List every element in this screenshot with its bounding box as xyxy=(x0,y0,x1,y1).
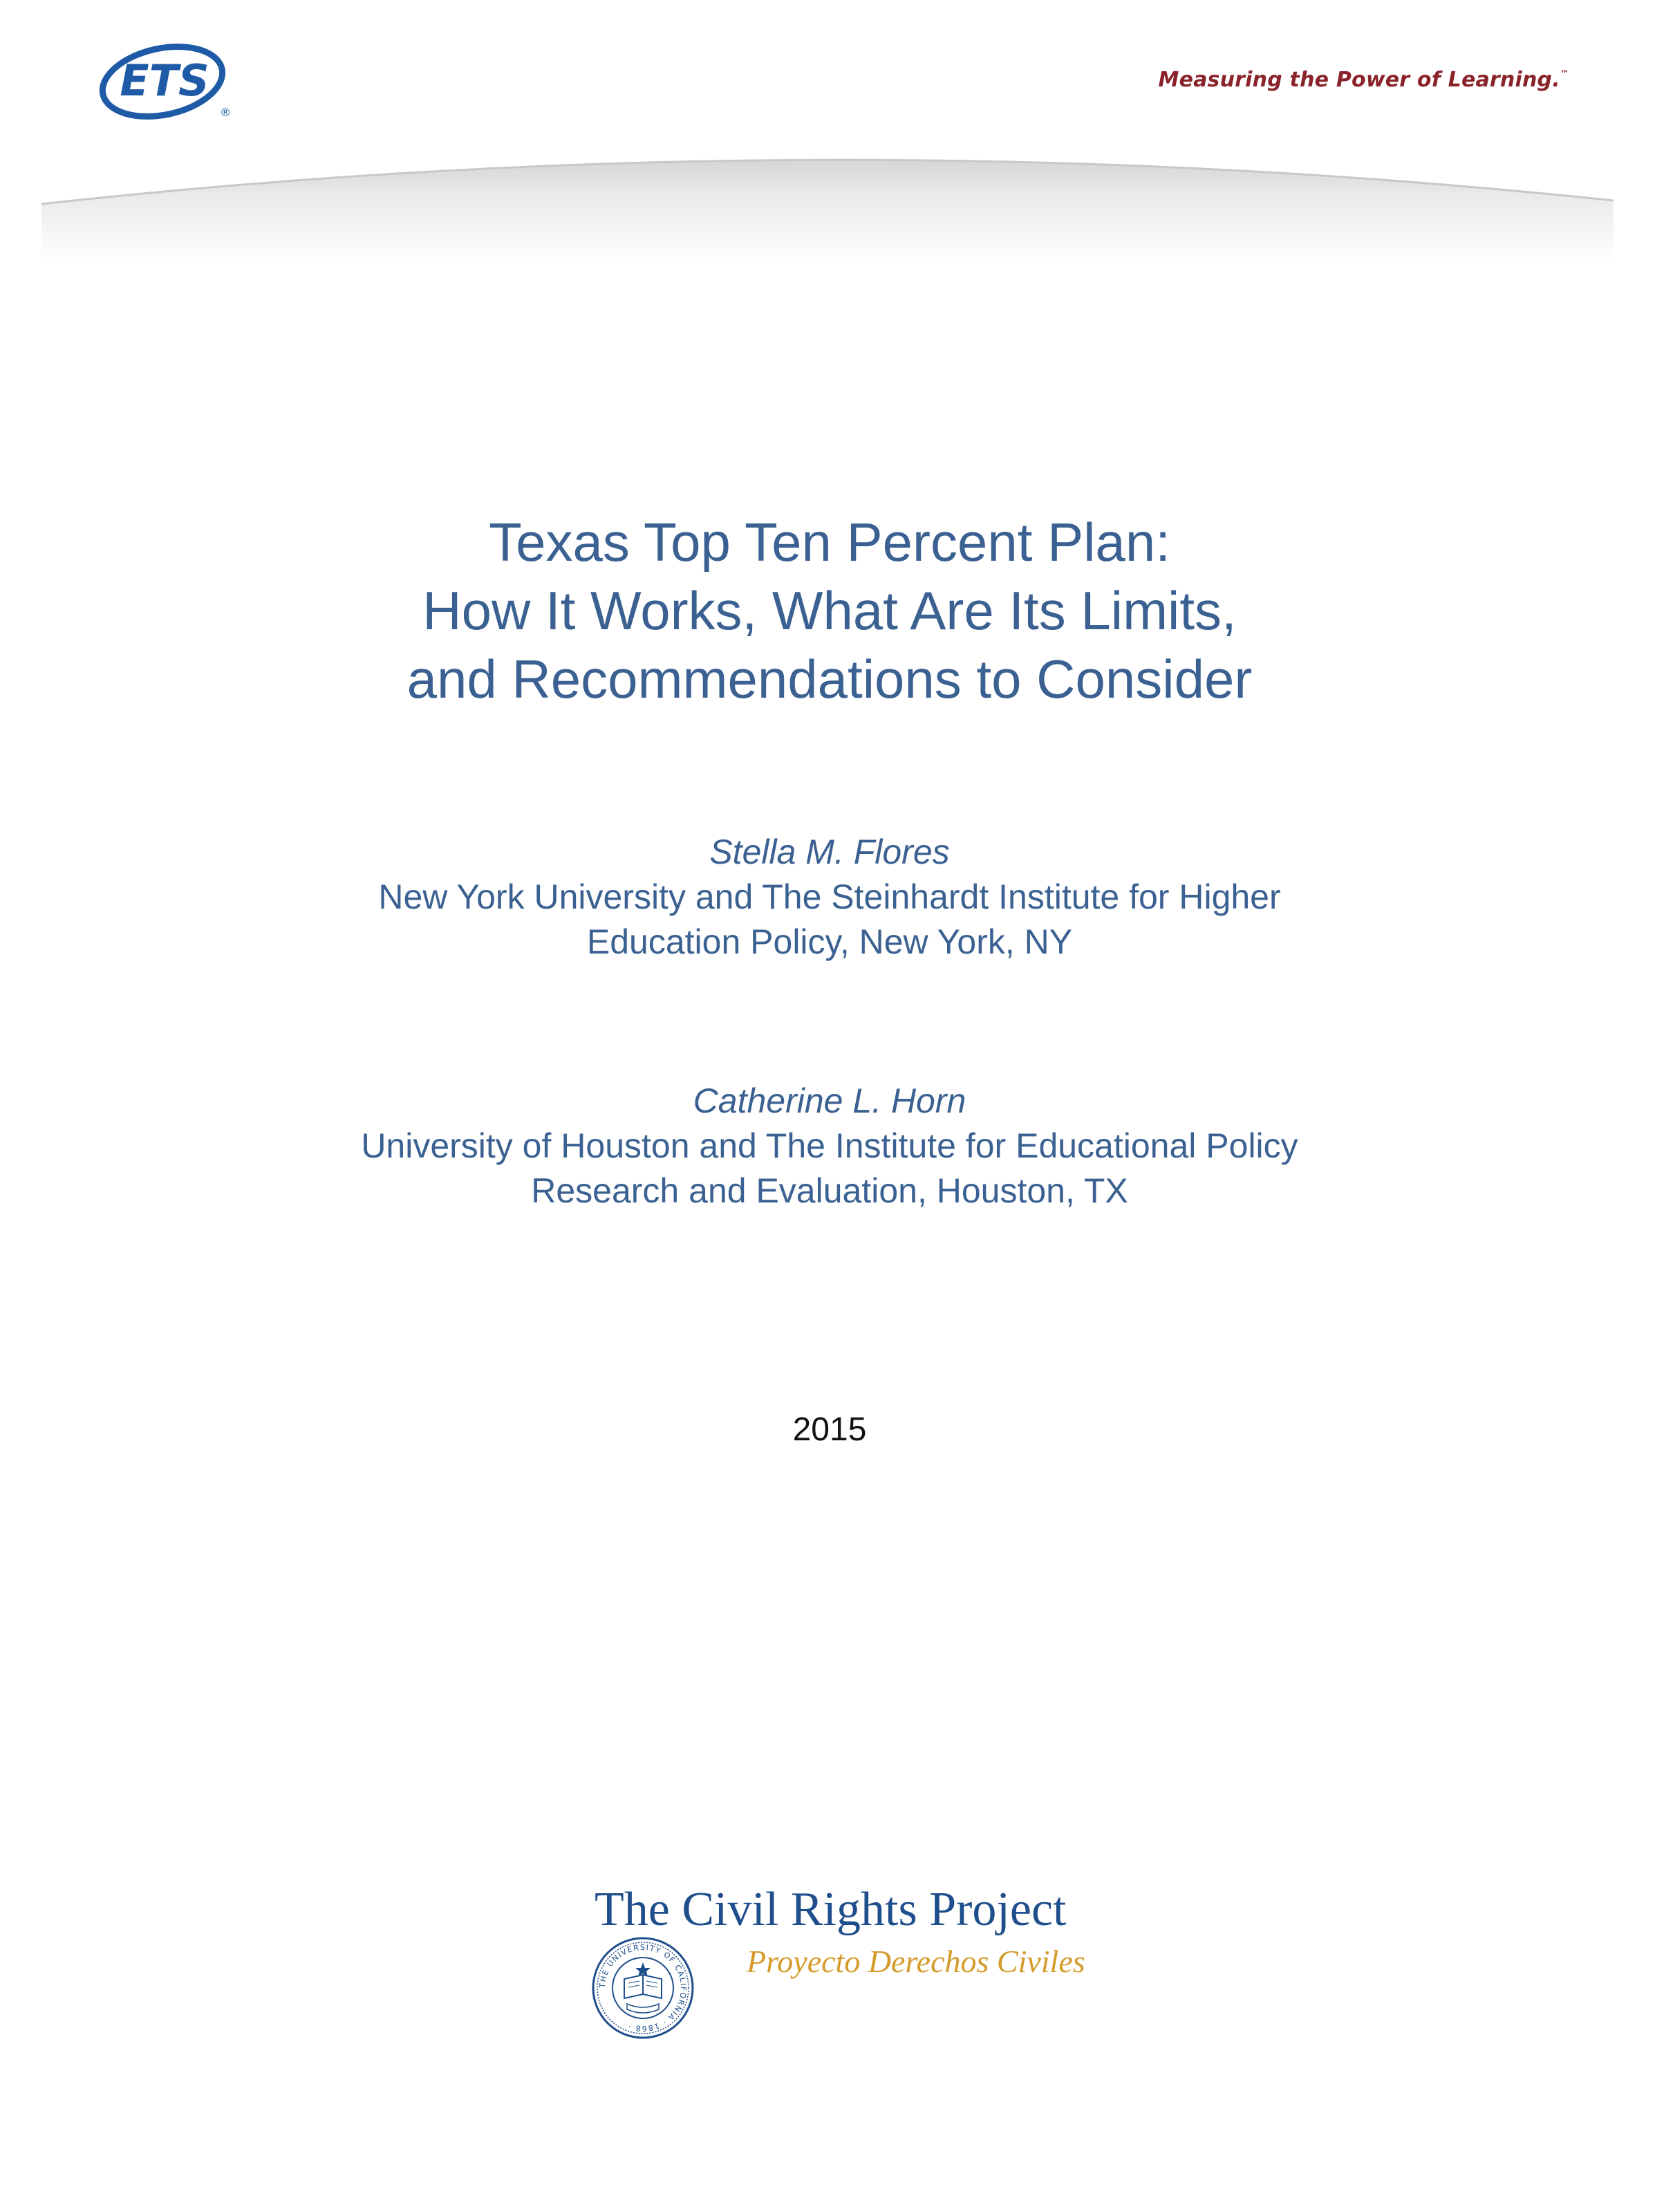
registered-mark: ® xyxy=(220,106,231,119)
author-block-1 xyxy=(207,830,1452,965)
author-block-2 xyxy=(207,1079,1452,1214)
civil-rights-project-name: The Civil Rights Project xyxy=(595,1883,1067,1936)
trademark-mark: ™ xyxy=(1560,69,1569,80)
author-affiliation-line-2: Research and Evaluation, Houston, TX xyxy=(531,1171,1128,1210)
title-line-1: Texas Top Ten Percent Plan: xyxy=(489,512,1170,573)
document-title xyxy=(207,508,1452,714)
author-affiliation-line-1: University of Houston and The Institute for Educational Policy xyxy=(361,1126,1298,1165)
university-seal-icon xyxy=(591,1936,695,2040)
author-name: Stella M. Flores xyxy=(709,833,950,871)
title-line-3: and Recommendations to Consider xyxy=(406,649,1253,709)
title-line-2: How It Works, What Are Its Limits, xyxy=(422,580,1237,641)
civil-rights-project-spanish-name: Proyecto Derechos Civiles xyxy=(747,1944,1085,1979)
ets-logo xyxy=(97,36,235,126)
author-name: Catherine L. Horn xyxy=(693,1081,966,1120)
author-affiliation-line-1: New York University and The Steinhardt Institute for Higher xyxy=(378,877,1281,916)
publication-year: 2015 xyxy=(792,1411,867,1448)
tagline-text: Measuring the Power of Learning. xyxy=(1158,68,1560,92)
svg-text:THE UNIVERSITY OF CALIFORNIA ·: THE UNIVERSITY OF CALIFORNIA · 1868 · xyxy=(597,1942,689,2034)
author-affiliation-line-2: Education Policy, New York, NY xyxy=(586,922,1073,961)
ets-logo-text: ETS xyxy=(120,55,209,106)
ets-tagline xyxy=(1037,68,1569,92)
header-swoosh xyxy=(0,131,1655,263)
